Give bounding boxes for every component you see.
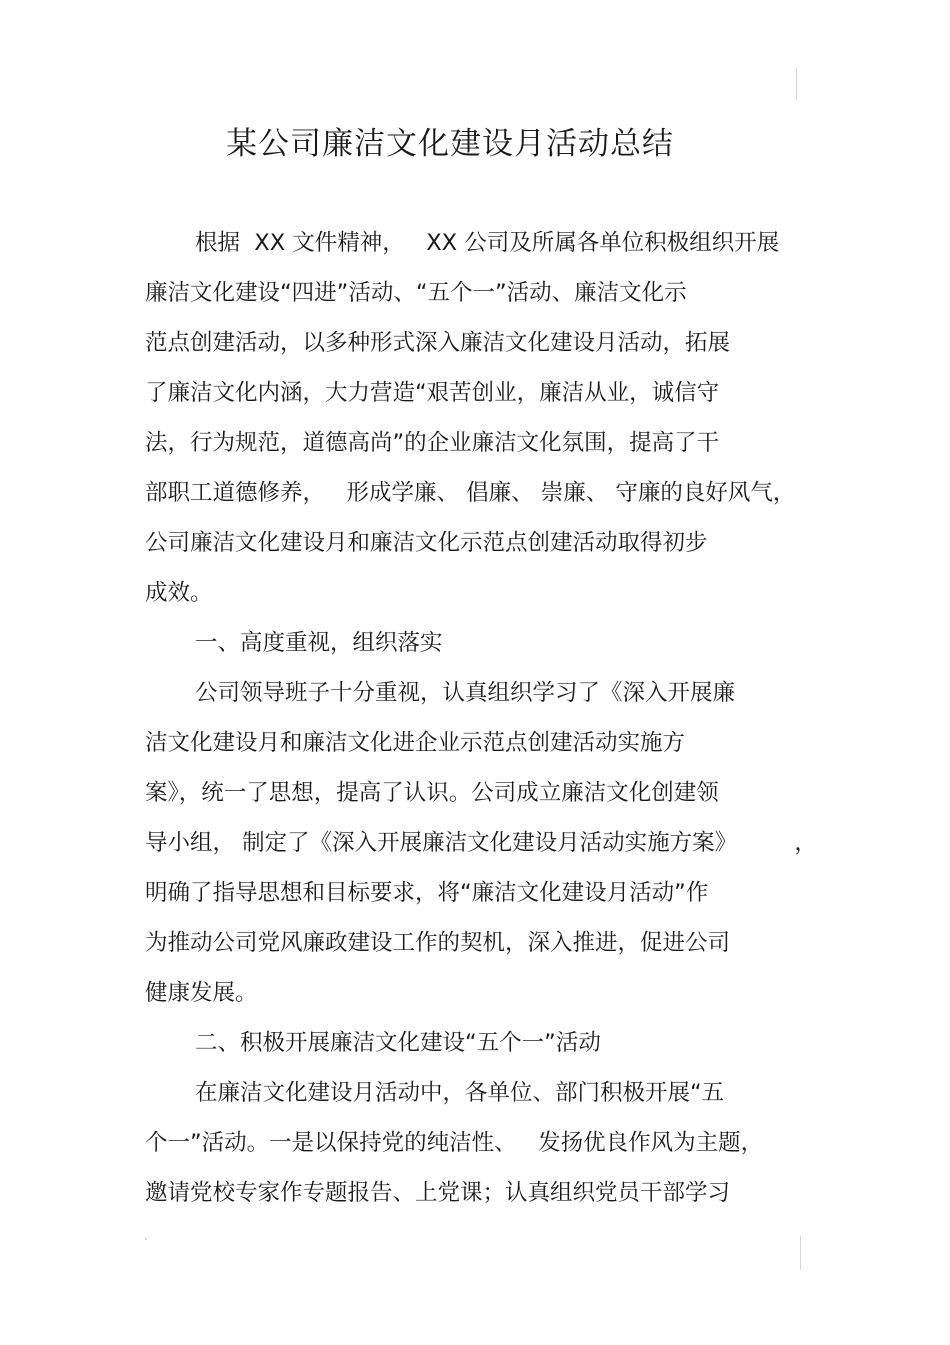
paragraph-2-line-6: 为推动公司党风廉政建设工作的契机，深入推进，促进公司 (145, 930, 731, 956)
paragraph-1-line-6: 部职工道德修养， 形成学廉、 倡廉、 崇廉、 守廉的良好风气， (145, 480, 796, 506)
paragraph-1-line-2: 廉洁文化建设“四进”活动、“五个一”活动、廉洁文化示 (145, 280, 687, 306)
paragraph-3-line-2: 个一”活动。一是以保持党的纯洁性、 发扬优良作风为主题， (145, 1130, 764, 1156)
section-heading-1: 一、高度重视，组织落实 (195, 630, 443, 656)
page-corner-mark-bottom (800, 1236, 801, 1270)
section-heading-2: 二、积极开展廉洁文化建设“五个一”活动 (195, 1030, 601, 1056)
paragraph-1-line-5: 法，行为规范，道德高尚”的企业廉洁文化氛围，提高了干 (145, 430, 720, 456)
page-corner-mark-top (796, 68, 797, 100)
paragraph-2-line-7: 健康发展。 (145, 980, 258, 1006)
paragraph-3-line-1: 在廉洁文化建设月活动中，各单位、部门积极开展“五 (195, 1080, 725, 1106)
paragraph-2-line-3: 案》，统一了思想，提高了认识。公司成立廉洁文化创建领 (145, 780, 719, 806)
paragraph-1-line-1: 根据 XX 文件精神， XX 公司及所属各单位积极组织开展 (195, 230, 780, 256)
page-corner-mark-dot (145, 1238, 147, 1240)
paragraph-1-line-7: 公司廉洁文化建设月和廉洁文化示范点创建活动取得初步 (145, 530, 708, 556)
paragraph-1-line-4: 了廉洁文化内涵，大力营造“艰苦创业，廉洁从业，诚信守 (145, 380, 720, 406)
paragraph-2-line-4: 导小组， 制定了《深入开展廉洁文化建设月活动实施方案》 ， (145, 830, 817, 856)
paragraph-1-line-8: 成效。 (145, 580, 213, 606)
paragraph-2-line-2: 洁文化建设月和廉洁文化进企业示范点创建活动实施方 (145, 730, 686, 756)
paragraph-3-line-3: 邀请党校专家作专题报告、上党课；认真组织党员干部学习 (145, 1180, 731, 1206)
paragraph-1-line-3: 范点创建活动，以多种形式深入廉洁文化建设月活动，拓展 (145, 330, 731, 356)
paragraph-2-line-1: 公司领导班子十分重视，认真组织学习了《深入开展廉 (195, 680, 736, 706)
document-title: 某公司廉洁文化建设月活动总结 (226, 126, 674, 162)
paragraph-2-line-5: 明确了指导思想和目标要求，将“廉洁文化建设月活动”作 (145, 880, 709, 906)
